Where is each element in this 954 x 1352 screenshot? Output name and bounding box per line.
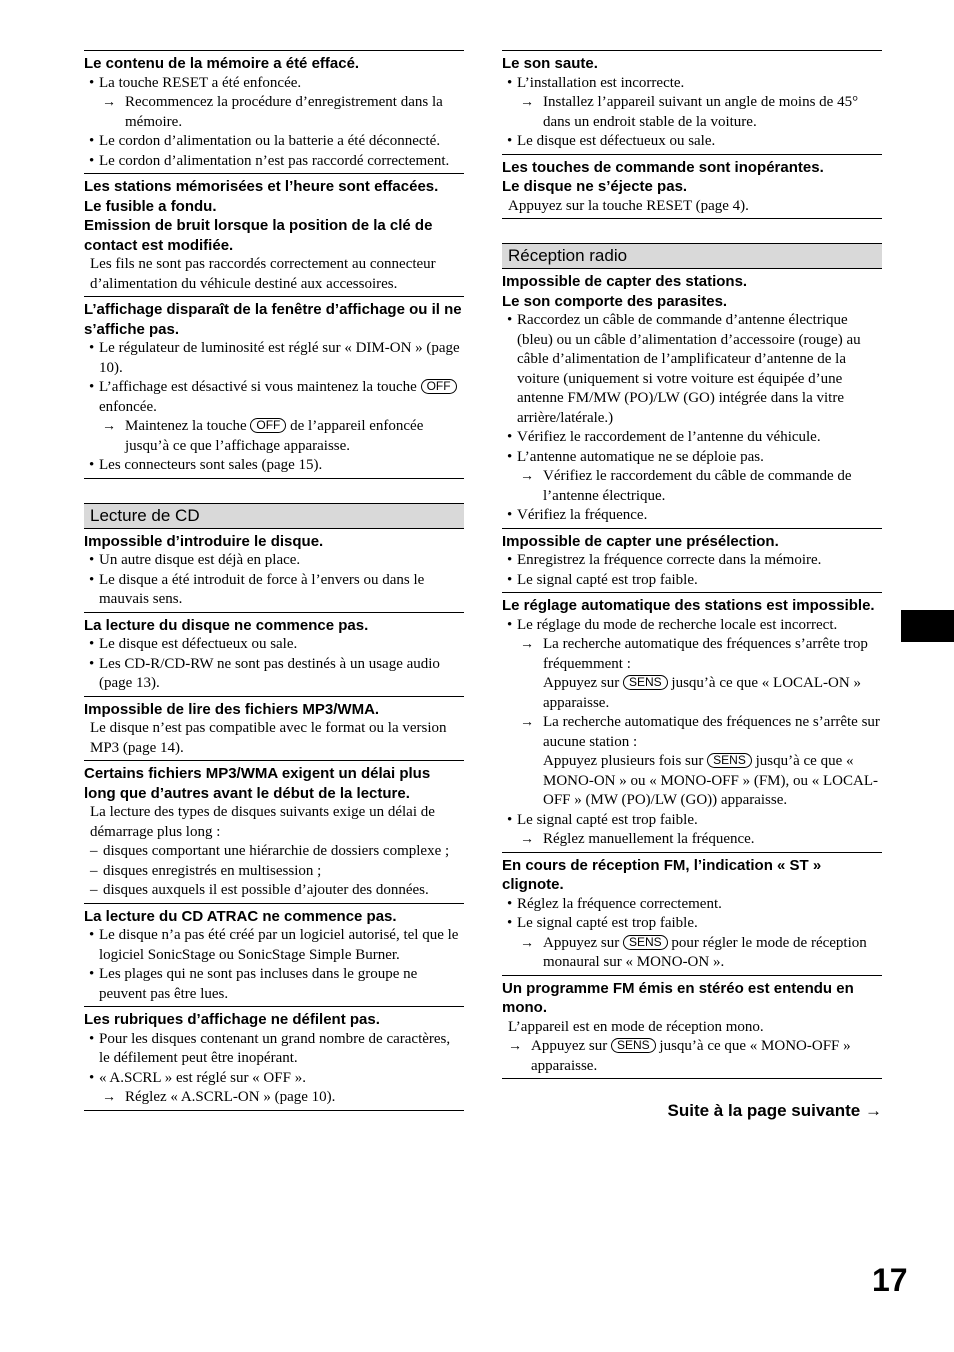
trouble-atrac — [84, 903, 464, 1007]
sens-key-icon: SENS — [707, 753, 752, 768]
section-heading-radio: Réception radio — [502, 243, 882, 269]
bullet-item: • Les connecteurs sont sales (page 15). — [84, 456, 464, 476]
trouble-playback-not-start — [84, 612, 464, 696]
section-tab-marker — [901, 610, 954, 642]
sens-key-icon: SENS — [623, 675, 668, 690]
dash-item: – disques auxquels il est possible d’ajouter des données. — [84, 881, 464, 901]
bullet-item: • Le réglage du mode de recherche locale est incorrect. — [502, 616, 882, 636]
trouble-mp3-unreadable — [84, 696, 464, 761]
trouble-display-disappears — [84, 296, 464, 479]
block-title: Le son saute. — [502, 55, 598, 72]
arrow-icon: → — [520, 832, 534, 847]
block-title: Les rubriques d’affichage ne défilent pas. — [84, 1011, 380, 1028]
bullet-item: • Le disque n’a pas été créé par un logiciel autorisé, tel que le logiciel SonicStage ou SonicStage Simple Burner. — [84, 926, 464, 965]
block-title: La lecture du disque ne commence pas. — [84, 616, 369, 634]
block-title: Impossible de lire des fichiers MP3/WMA. — [84, 700, 380, 718]
bullet-item: • Les CD-R/CD-RW ne sont pas destinés à un usage audio (page 13). — [84, 655, 464, 694]
bullet-item: • Le signal capté est trop faible. — [502, 914, 882, 934]
page-number: 17 — [872, 1262, 908, 1298]
block-title: Un programme FM émis en stéréo est entendu en mono. — [502, 979, 854, 1016]
arrow-icon: → — [520, 715, 534, 730]
arrow-icon: → — [102, 95, 116, 110]
arrow-icon: → — [520, 637, 534, 652]
trouble-memory-erased — [84, 50, 464, 173]
arrow-item: → Recommencez la procédure d’enregistrement dans la mémoire. — [102, 94, 443, 130]
arrow-right-icon: → — [865, 1101, 882, 1120]
block-paragraph: La lecture des types de disques suivants exige un délai de démarrage plus long : — [90, 804, 435, 840]
trouble-no-stations — [502, 269, 882, 528]
bullet-item: • L’affichage est désactivé si vous maintenez la touche OFF enfoncée. — [84, 378, 464, 417]
trouble-no-preset — [502, 528, 882, 593]
block-paragraph: Appuyez sur la touche RESET (page 4). — [508, 197, 749, 214]
block-paragraph: Les fils ne sont pas raccordés correctement au connecteur d’alimentation du véhicule destiné aux accessoires. — [90, 256, 436, 292]
trouble-no-scroll — [84, 1006, 464, 1111]
trouble-sound-skips — [502, 50, 882, 154]
arrow-icon: → — [102, 1090, 116, 1105]
sens-key-icon: SENS — [611, 1038, 656, 1053]
bullet-item: • Le cordon d’alimentation ou la batterie a été déconnecté. — [84, 132, 464, 152]
dash-item: – disques enregistrés en multisession ; — [84, 862, 464, 882]
trouble-auto-tuning — [502, 592, 882, 852]
trouble-stations-erased — [84, 173, 464, 296]
block-title: En cours de réception FM, l’indication « ST » clignote. — [502, 856, 822, 893]
arrow-icon: → — [520, 935, 534, 951]
off-key-icon: OFF — [421, 379, 457, 394]
block-title: Impossible de capter une présélection. — [502, 532, 779, 550]
bullet-item: • « A.SCRL » est réglé sur « OFF ». — [84, 1069, 464, 1089]
arrow-item: → Réglez manuellement la fréquence. — [502, 830, 882, 850]
block-title: La lecture du CD ATRAC ne commence pas. — [84, 907, 397, 925]
bullet-item: • L’installation est incorrecte. — [502, 74, 882, 94]
dash-item: – disques comportant une hiérarchie de dossiers complexe ; — [84, 842, 464, 862]
arrow-icon: → — [102, 419, 116, 434]
block-title: Certains fichiers MP3/WMA exigent un délai plus long que d’autres avant le début de la lecture. — [84, 765, 431, 802]
bullet-item: • Vérifiez la fréquence. — [502, 506, 882, 526]
bullet-item: • Raccordez un câble de commande d’antenne électrique (bleu) ou un câble d’alimentation d’accessoire (rouge) au câble d’alimentation de l’amplificateur d’antenne de la voiture (uniquement si votre voiture est équipée d’une antenne FM/MW (PO)/LW (GO) intégrée dans la vitre arrière/latérale.) — [502, 311, 882, 428]
instruction-line: Appuyez plusieurs fois sur SENS jusqu’à ce que « MONO-ON » ou « MONO-OFF » (FM), ou « LOCAL-OFF » (MW (PO)/LW (GO)) apparaisse. — [543, 753, 879, 808]
continue-next-page: Suite à la page suivante → — [667, 1101, 882, 1120]
block-title: Les touches de commande sont inopérantes. — [502, 158, 824, 176]
arrow-item: → Vérifiez le raccordement du câble de commande de l’antenne électrique. — [520, 468, 852, 504]
block-title: L’affichage disparaît de la fenêtre d’affichage ou il ne s’affiche pas. — [84, 301, 462, 338]
bullet-item: • Le signal capté est trop faible. — [502, 571, 882, 591]
sens-key-icon: SENS — [623, 935, 668, 950]
arrow-item: → Réglez « A.SCRL-ON » (page 10). — [84, 1088, 464, 1108]
trouble-st-flashes — [502, 852, 882, 975]
arrow-icon: → — [520, 469, 534, 484]
off-key-icon: OFF — [250, 418, 286, 433]
bullet-item: • L’antenne automatique ne se déploie pas. — [502, 448, 882, 468]
bullet-item: • Un autre disque est déjà en place. — [84, 551, 464, 571]
trouble-cannot-insert — [84, 529, 464, 612]
bullet-item: • Le régulateur de luminosité est réglé sur « DIM-ON » (page 10). — [84, 339, 464, 378]
arrow-item: → Appuyez sur SENS jusqu’à ce que « MONO-OFF » apparaisse. — [508, 1038, 851, 1074]
block-title: Emission de bruit lorsque la position de la clé de contact est modifiée. — [84, 217, 433, 254]
trouble-controls-inoperative — [502, 154, 882, 220]
arrow-icon: → — [520, 95, 534, 110]
right-column — [502, 50, 882, 1121]
block-title: Le son comporte des parasites. — [502, 292, 728, 310]
block-title: Le réglage automatique des stations est impossible. — [502, 597, 875, 614]
bullet-item: • Enregistrez la fréquence correcte dans la mémoire. — [502, 551, 882, 571]
section-heading-cd: Lecture de CD — [84, 503, 464, 529]
bullet-item: • Pour les disques contenant un grand nombre de caractères, le défilement peut être inopérant. — [84, 1030, 464, 1069]
bullet-item: • Le disque est défectueux ou sale. — [84, 635, 464, 655]
bullet-item: • Réglez la fréquence correctement. — [502, 895, 882, 915]
block-title: Le disque ne s’éjecte pas. — [502, 178, 688, 195]
block-paragraph: L’appareil est en mode de réception mono. — [508, 1018, 764, 1035]
arrow-item: → Maintenez la touche OFF de l’appareil enfoncée jusqu’à ce que l’affichage apparaisse. — [102, 418, 424, 454]
bullet-item: • Vérifiez le raccordement de l’antenne du véhicule. — [502, 428, 882, 448]
trouble-mp3-delay — [84, 760, 464, 903]
block-title: Les stations mémorisées et l’heure sont effacées. — [84, 178, 439, 195]
block-title: Le contenu de la mémoire a été effacé. — [84, 55, 360, 72]
bullet-item: • Le cordon d’alimentation n’est pas raccordé correctement. — [84, 152, 464, 172]
left-column — [84, 50, 464, 1111]
trouble-stereo-mono — [502, 975, 882, 1080]
bullet-item: • Le signal capté est trop faible. — [502, 811, 882, 831]
bullet-item: • Les plages qui ne sont pas incluses dans le groupe ne peuvent pas être lues. — [84, 965, 464, 1004]
arrow-item: → Appuyez sur SENS pour régler le mode de réception monaural sur « MONO-ON ». — [520, 934, 867, 970]
block-paragraph: Le disque n’est pas compatible avec le format ou la version MP3 (page 14). — [90, 720, 447, 756]
arrow-item: → Installez l’appareil suivant un angle de moins de 45° dans un endroit stable de la voiture. — [520, 94, 859, 130]
bullet-item: • La touche RESET a été enfoncée. — [84, 74, 464, 94]
arrow-icon: → — [508, 1039, 522, 1054]
bullet-item: • Le disque a été introduit de force à l’envers ou dans le mauvais sens. — [84, 571, 464, 610]
arrow-item: → La recherche automatique des fréquences ne s’arrête sur aucune station : — [520, 714, 880, 750]
arrow-item: → La recherche automatique des fréquences s’arrête trop fréquemment : — [520, 636, 868, 672]
block-title: Impossible de capter des stations. — [502, 273, 748, 290]
block-title: Impossible d’introduire le disque. — [84, 532, 324, 550]
block-title: Le fusible a fondu. — [84, 197, 217, 215]
instruction-line: Appuyez sur SENS jusqu’à ce que « LOCAL-ON » apparaisse. — [543, 675, 861, 711]
bullet-item: • Le disque est défectueux ou sale. — [502, 132, 882, 152]
